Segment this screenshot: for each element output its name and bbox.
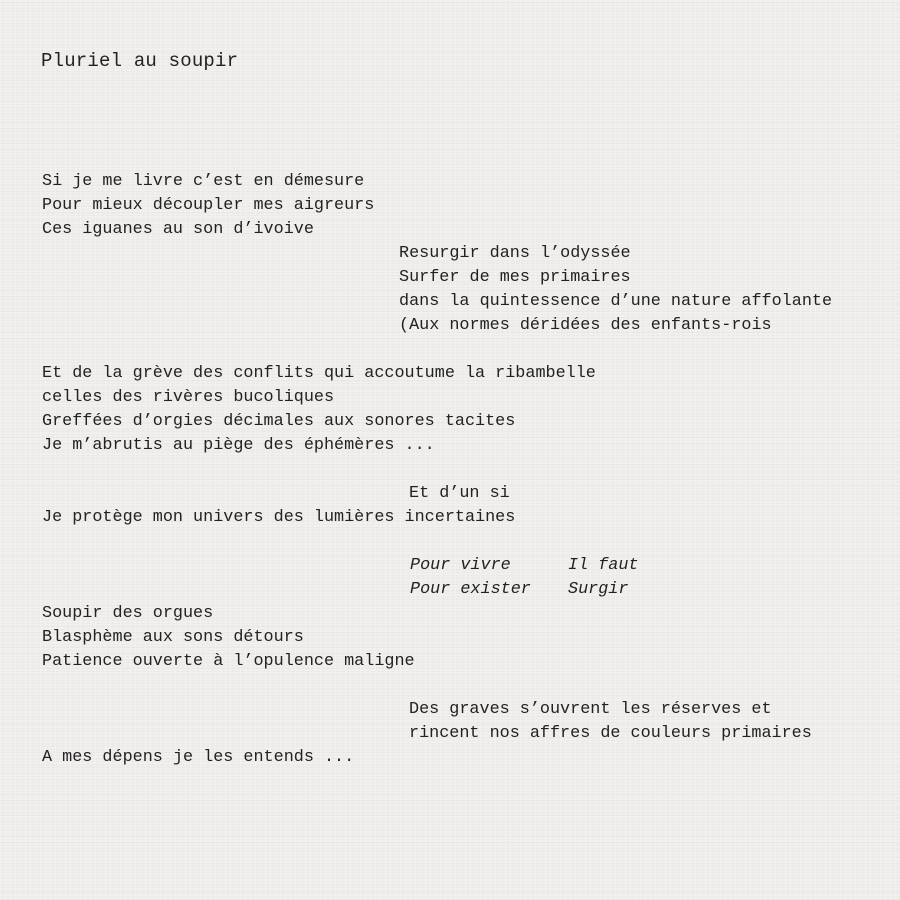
verse-line: Je m’abrutis au piège des éphémères ... [42,436,435,455]
verse-line: celles des rivères bucoliques [42,388,335,407]
verse-line: Si je me livre c’est en démesure [42,172,365,191]
verse-line: Je protège mon univers des lumières incertaines [42,508,516,527]
italic-verse-left: Pour vivre [410,556,511,575]
verse-line-indented: (Aux normes déridées des enfants-rois [399,316,772,335]
verse-line-indented: Surfer de mes primaires [399,268,631,287]
verse-line: Ces iguanes au son d’ivoive [42,220,314,239]
verse-line: Patience ouverte à l’opulence maligne [42,652,415,671]
verse-line: Et de la grève des conflits qui accoutume la ribambelle [42,364,596,383]
verse-line: Pour mieux découpler mes aigreurs [42,196,375,215]
verse-line: Blasphème aux sons détours [42,628,304,647]
italic-verse-right: Il faut [568,556,639,575]
verse-line: A mes dépens je les entends ... [42,748,355,767]
verse-line-indented: Resurgir dans l’odyssée [399,244,631,263]
verse-line: Greffées d’orgies décimales aux sonores tacites [42,412,516,431]
italic-verse-left: Pour exister [410,580,531,599]
verse-line: Soupir des orgues [42,604,214,623]
poem-title: Pluriel au soupir [41,50,239,72]
verse-line-indented: rincent nos affres de couleurs primaires [409,724,812,743]
verse-line-indented: dans la quintessence d’une nature affolante [399,292,833,311]
verse-line-indented: Et d’un si [409,484,510,503]
verse-line-indented: Des graves s’ouvrent les réserves et [409,700,772,719]
italic-verse-right: Surgir [568,580,629,599]
